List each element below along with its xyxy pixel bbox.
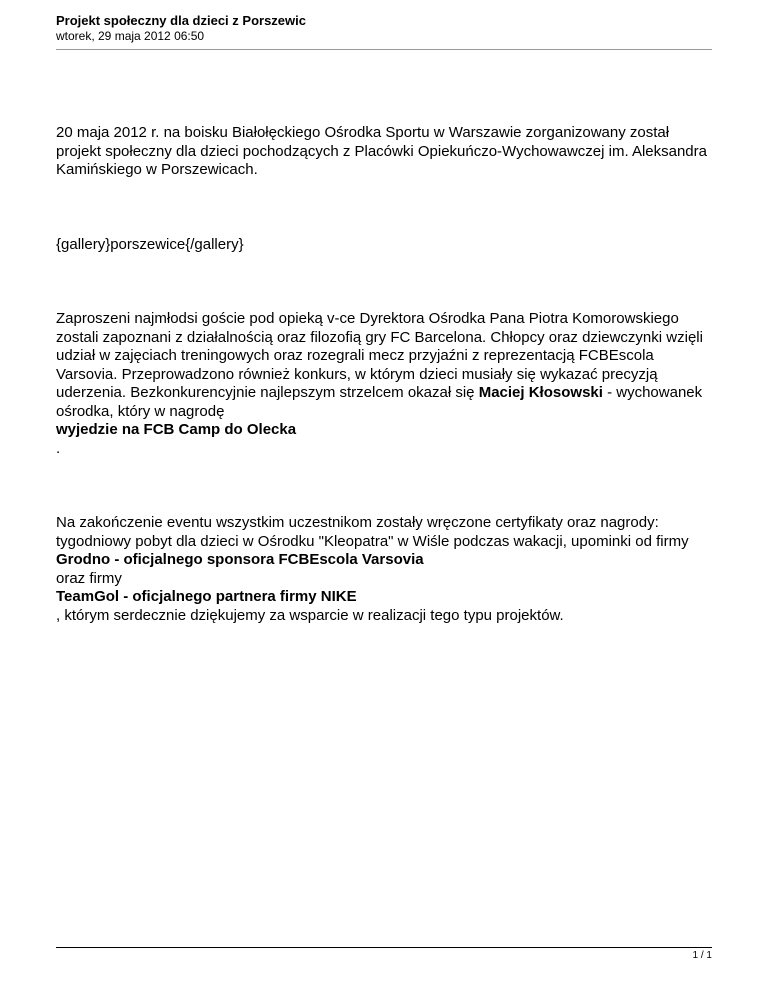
connector-text: oraz firmy xyxy=(56,569,122,587)
closing-paragraph xyxy=(56,514,716,625)
spacer xyxy=(56,254,716,310)
sponsor-grodno: Grodno - oficjalnego sponsora FCBEscola Varsovia xyxy=(56,551,424,568)
thanks-text: , którym serdecznie dziękujemy za wsparcie w realizacji tego typu projektów. xyxy=(56,606,564,624)
activities-text: Zaproszeni najmłodsi goście pod opieką v-ce Dyrektora Ośrodka Pana Piotra Komorowskiego zostali zapoznani z działalnością oraz filozofią gry FC Barcelona. Chłopcy oraz dziewczynki wzięli udział w zajęciach treningowych oraz rozegrali mecz przyjaźni z reprezentacją FCBEscola Varsovia. Przeprowadzono również konkurs, w którym dzieci musiały się wykazać precyzją uderzenia. Bezkonkurencyjnie najlepszym strzelcem okazał się xyxy=(56,310,703,401)
spacer xyxy=(56,180,716,236)
spacer xyxy=(56,458,716,514)
page-number: 1 / 1 xyxy=(692,950,712,961)
article-title: Projekt społeczny dla dzieci z Porszewic xyxy=(56,13,306,28)
prize-text: wyjedzie na FCB Camp do Olecka xyxy=(56,421,297,438)
page-header xyxy=(56,12,712,44)
end-mark: . xyxy=(56,439,61,457)
article-body xyxy=(56,124,716,625)
header-divider xyxy=(56,49,712,50)
awards-text: Na zakończenie eventu wszystkim uczestnikom zostały wręczone certyfikaty oraz nagrody: tygodniowy pobyt dla dzieci w Ośrodku "Kleopatra" w Wiśle podczas wakacji, upominki od firmy xyxy=(56,514,689,550)
gallery-tag: {gallery}porszewice{/gallery} xyxy=(56,235,244,253)
winner-name: Maciej Kłosowski xyxy=(478,384,603,401)
intro-paragraph: 20 maja 2012 r. na boisku Białołęckiego Ośrodka Sportu w Warszawie zorganizowany został projekt społeczny dla dzieci pochodzących z Placówki Opiekuńczo-Wychowawczej im. Aleksandra Kamińskiego w Porszewicach. xyxy=(56,124,707,178)
article-date: wtorek, 29 maja 2012 06:50 xyxy=(56,29,205,43)
sponsor-teamgol: TeamGol - oficjalnego partnera firmy NIKE xyxy=(56,588,357,605)
footer-divider xyxy=(56,947,712,948)
winner-description: - wychowanek ośrodka, który w nagrodę xyxy=(56,384,703,420)
activities-paragraph xyxy=(56,310,716,458)
